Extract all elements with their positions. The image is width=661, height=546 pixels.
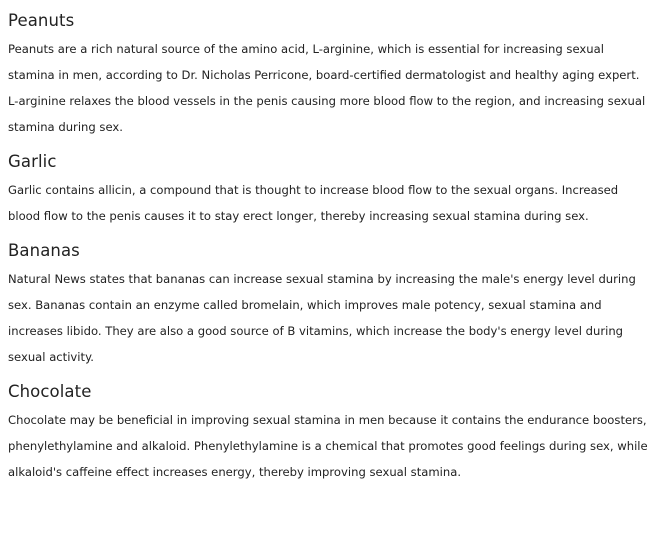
section-paragraph: Natural News states that bananas can increase sexual stamina by increasing the male's energy level during sex. Bananas contain an enzyme called bromelain, which improves male potency, sexual stamina and increases libido. They are also a good source of B vitamins, which increase the body's energy level during sexual activity. [8, 272, 636, 364]
section-heading: Peanuts [8, 11, 75, 30]
section-paragraph: Garlic contains allicin, a compound that is thought to increase blood flow to the sexual organs. Increased blood flow to the penis causes it to stay erect longer, thereby increasing sexual stamina during sex. [8, 183, 619, 223]
section-paragraph: Chocolate may be beneficial in improving sexual stamina in men because it contains the endurance boosters, phenylethylamine and alkaloid. Phenylethylamine is a chemical that promotes good feelings during sex, while alkaloid's caffeine effect increases energy, thereby improving sexual stamina. [8, 413, 648, 479]
section-garlic [8, 149, 653, 229]
section-bananas [8, 238, 653, 370]
section-heading: Chocolate [8, 382, 92, 401]
section-heading: Bananas [8, 241, 80, 260]
section-heading: Garlic [8, 152, 57, 171]
section-paragraph: Peanuts are a rich natural source of the amino acid, L-arginine, which is essential for increasing sexual stamina in men, according to Dr. Nicholas Perricone, board-certified dermatologist and healthy aging expert. L-arginine relaxes the blood vessels in the penis causing more blood flow to the region, and increasing sexual stamina during sex. [8, 42, 646, 134]
section-chocolate [8, 379, 653, 485]
section-peanuts [8, 8, 653, 140]
